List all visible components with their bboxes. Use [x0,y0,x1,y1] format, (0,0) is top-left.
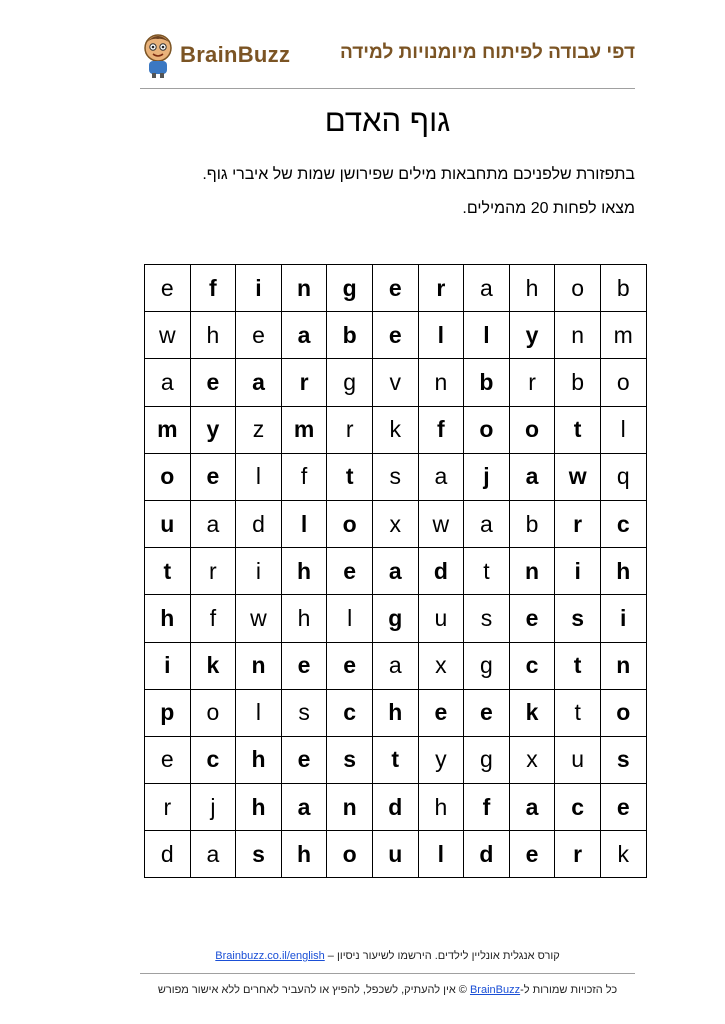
grid-cell[interactable]: r [509,359,555,406]
grid-cell[interactable]: b [464,359,510,406]
mascot-icon [140,32,176,78]
grid-cell[interactable]: b [509,500,555,547]
grid-cell[interactable]: h [145,595,191,642]
grid-cell[interactable]: o [145,453,191,500]
grid-cell[interactable]: t [145,548,191,595]
grid-cell[interactable]: m [600,312,646,359]
grid-cell[interactable]: g [464,736,510,783]
grid-cell[interactable]: s [372,453,418,500]
grid-cell[interactable]: a [236,359,282,406]
grid-cell[interactable]: n [236,642,282,689]
grid-cell[interactable]: o [327,831,373,878]
grid-cell[interactable]: h [236,784,282,831]
grid-row [145,453,647,500]
grid-cell[interactable]: h [418,784,464,831]
grid-cell[interactable]: h [190,312,236,359]
grid-cell[interactable]: s [600,736,646,783]
grid-cell[interactable]: e [372,312,418,359]
grid-cell[interactable]: o [555,265,601,312]
grid-cell[interactable]: e [145,265,191,312]
grid-cell[interactable]: h [281,548,327,595]
grid-cell[interactable]: l [236,689,282,736]
grid-cell[interactable]: i [145,642,191,689]
grid-cell[interactable]: c [509,642,555,689]
grid-cell[interactable]: h [281,595,327,642]
grid-cell[interactable]: a [509,784,555,831]
grid-cell[interactable]: w [145,312,191,359]
grid-cell[interactable]: o [509,406,555,453]
grid-cell[interactable]: b [555,359,601,406]
grid-cell[interactable]: l [418,312,464,359]
grid-row [145,312,647,359]
grid-cell[interactable]: y [418,736,464,783]
grid-cell[interactable]: l [600,406,646,453]
grid-cell[interactable]: w [236,595,282,642]
grid-cell[interactable]: e [327,642,373,689]
grid-cell[interactable]: n [281,265,327,312]
grid-cell[interactable]: a [418,453,464,500]
grid-cell[interactable]: g [464,642,510,689]
grid-row [145,359,647,406]
grid-cell[interactable]: h [372,689,418,736]
grid-cell[interactable]: x [418,642,464,689]
grid-cell[interactable]: e [281,642,327,689]
grid-cell[interactable]: r [145,784,191,831]
grid-cell[interactable]: v [372,359,418,406]
grid-cell[interactable]: t [327,453,373,500]
grid-cell[interactable]: a [281,784,327,831]
grid-cell[interactable]: f [190,595,236,642]
grid-cell[interactable]: l [281,500,327,547]
grid-cell[interactable]: d [418,548,464,595]
grid-cell[interactable]: i [236,548,282,595]
grid-row [145,406,647,453]
grid-cell[interactable]: a [190,500,236,547]
grid-cell[interactable]: w [418,500,464,547]
grid-cell[interactable]: s [327,736,373,783]
grid-cell[interactable]: t [555,406,601,453]
grid-cell[interactable]: a [281,312,327,359]
grid-cell[interactable]: p [145,689,191,736]
grid-row [145,642,647,689]
grid-cell[interactable]: r [555,831,601,878]
grid-row [145,548,647,595]
instructions-line-2: מצאו לפחות 20 מהמילים. [462,200,635,217]
grid-cell[interactable]: l [236,453,282,500]
grid-cell[interactable]: a [464,500,510,547]
grid-cell[interactable]: i [555,548,601,595]
grid-cell[interactable]: q [600,453,646,500]
grid-cell[interactable]: h [600,548,646,595]
copyright-prefix: כל הזכויות שמורות ל- [520,984,618,996]
grid-cell[interactable]: r [327,406,373,453]
instructions-line-1: בתפזורת שלפניכם מתחבאות מילים שפירושן שמות של איברי גוף. [202,166,635,183]
grid-row [145,595,647,642]
grid-cell[interactable]: o [190,689,236,736]
copyright-link[interactable]: BrainBuzz [469,984,521,996]
grid-cell[interactable]: e [509,595,555,642]
copyright-suffix: © אין להעתיק, לשכפל, להפיץ או להעביר לאחרים ללא אישור מפורש [157,984,470,996]
grid-cell[interactable]: x [509,736,555,783]
grid-cell[interactable]: d [145,831,191,878]
header [140,30,635,82]
header-title: דפי עבודה לפיתוח מיומנויות למידה [339,42,635,63]
grid-cell[interactable]: t [555,642,601,689]
grid-cell[interactable]: h [509,265,555,312]
grid-cell[interactable]: d [464,831,510,878]
grid-cell[interactable]: f [281,453,327,500]
grid-cell[interactable]: e [236,312,282,359]
grid-cell[interactable]: h [236,736,282,783]
grid-cell[interactable]: c [555,784,601,831]
grid-cell[interactable]: l [327,595,373,642]
grid-cell[interactable]: a [509,453,555,500]
grid-row [145,784,647,831]
grid-cell[interactable]: u [418,595,464,642]
grid-cell[interactable]: a [464,265,510,312]
grid-cell[interactable]: o [464,406,510,453]
grid-cell[interactable]: e [190,359,236,406]
grid-row [145,736,647,783]
grid-cell[interactable]: k [600,831,646,878]
grid-cell[interactable]: l [464,312,510,359]
grid-row [145,265,647,312]
grid-cell[interactable]: e [509,831,555,878]
grid-cell[interactable]: t [464,548,510,595]
grid-cell[interactable]: c [327,689,373,736]
footer-promo-link[interactable]: Brainbuzz.co.il/english [215,950,325,962]
grid-cell[interactable]: e [372,265,418,312]
brand-logo[interactable] [140,32,290,78]
grid-cell[interactable]: d [372,784,418,831]
grid-cell[interactable]: u [555,736,601,783]
grid-cell[interactable]: e [464,689,510,736]
grid-row [145,689,647,736]
grid-cell[interactable]: x [372,500,418,547]
grid-cell[interactable]: n [509,548,555,595]
grid-cell[interactable]: z [236,406,282,453]
grid-cell[interactable]: a [372,642,418,689]
grid-row [145,500,647,547]
grid-cell[interactable]: a [145,359,191,406]
grid-cell[interactable]: r [418,265,464,312]
grid-cell[interactable]: s [555,595,601,642]
grid-cell[interactable]: f [418,406,464,453]
word-search-grid [144,264,647,878]
grid-cell[interactable]: u [145,500,191,547]
grid-cell[interactable]: j [190,784,236,831]
grid-cell[interactable]: i [236,265,282,312]
grid-cell[interactable]: k [190,642,236,689]
grid-cell[interactable]: r [555,500,601,547]
page-title: גוף האדם [324,103,451,138]
grid-cell[interactable]: n [418,359,464,406]
grid-cell[interactable]: c [600,500,646,547]
grid-row [145,831,647,878]
grid-cell[interactable]: b [327,312,373,359]
grid-cell[interactable]: o [600,359,646,406]
grid-cell[interactable]: m [281,406,327,453]
grid-cell[interactable]: r [281,359,327,406]
grid-cell[interactable]: o [600,689,646,736]
grid-cell[interactable]: m [145,406,191,453]
grid-cell[interactable]: e [327,548,373,595]
grid-cell[interactable]: y [190,406,236,453]
grid-cell[interactable]: n [555,312,601,359]
grid-cell[interactable]: f [464,784,510,831]
grid-cell[interactable]: t [555,689,601,736]
grid-cell[interactable]: o [327,500,373,547]
header-divider [140,88,635,89]
grid-cell[interactable]: s [464,595,510,642]
grid-cell[interactable]: g [327,265,373,312]
footer-promo-text: קורס אנגלית אונליין לילדים. הירשמו לשיעור ניסיון – [324,950,560,962]
grid-cell[interactable]: j [464,453,510,500]
grid-cell[interactable]: i [600,595,646,642]
grid-cell[interactable]: k [372,406,418,453]
grid-cell[interactable]: t [372,736,418,783]
grid-cell[interactable]: s [281,689,327,736]
grid-cell[interactable]: l [418,831,464,878]
grid-cell[interactable]: n [600,642,646,689]
grid-cell[interactable]: e [600,784,646,831]
brand-name: BrainBuzz [180,42,291,67]
grid-cell[interactable]: e [281,736,327,783]
grid-cell[interactable]: b [600,265,646,312]
grid-cell[interactable]: r [190,548,236,595]
grid-cell[interactable]: g [327,359,373,406]
grid-cell[interactable]: u [372,831,418,878]
grid-cell[interactable]: s [236,831,282,878]
footer-copyright [140,984,635,996]
grid-cell[interactable]: e [418,689,464,736]
grid-cell[interactable]: a [190,831,236,878]
footer-divider [140,973,635,974]
grid-cell[interactable]: h [281,831,327,878]
footer-promo [140,950,635,962]
grid-cell[interactable]: n [327,784,373,831]
grid-cell[interactable]: f [190,265,236,312]
grid-cell[interactable]: c [190,736,236,783]
grid-cell[interactable]: d [236,500,282,547]
grid-cell[interactable]: e [190,453,236,500]
grid-cell[interactable]: e [145,736,191,783]
grid-cell[interactable]: a [372,548,418,595]
grid-cell[interactable]: w [555,453,601,500]
grid-cell[interactable]: y [509,312,555,359]
grid-cell[interactable]: g [372,595,418,642]
grid-cell[interactable]: k [509,689,555,736]
